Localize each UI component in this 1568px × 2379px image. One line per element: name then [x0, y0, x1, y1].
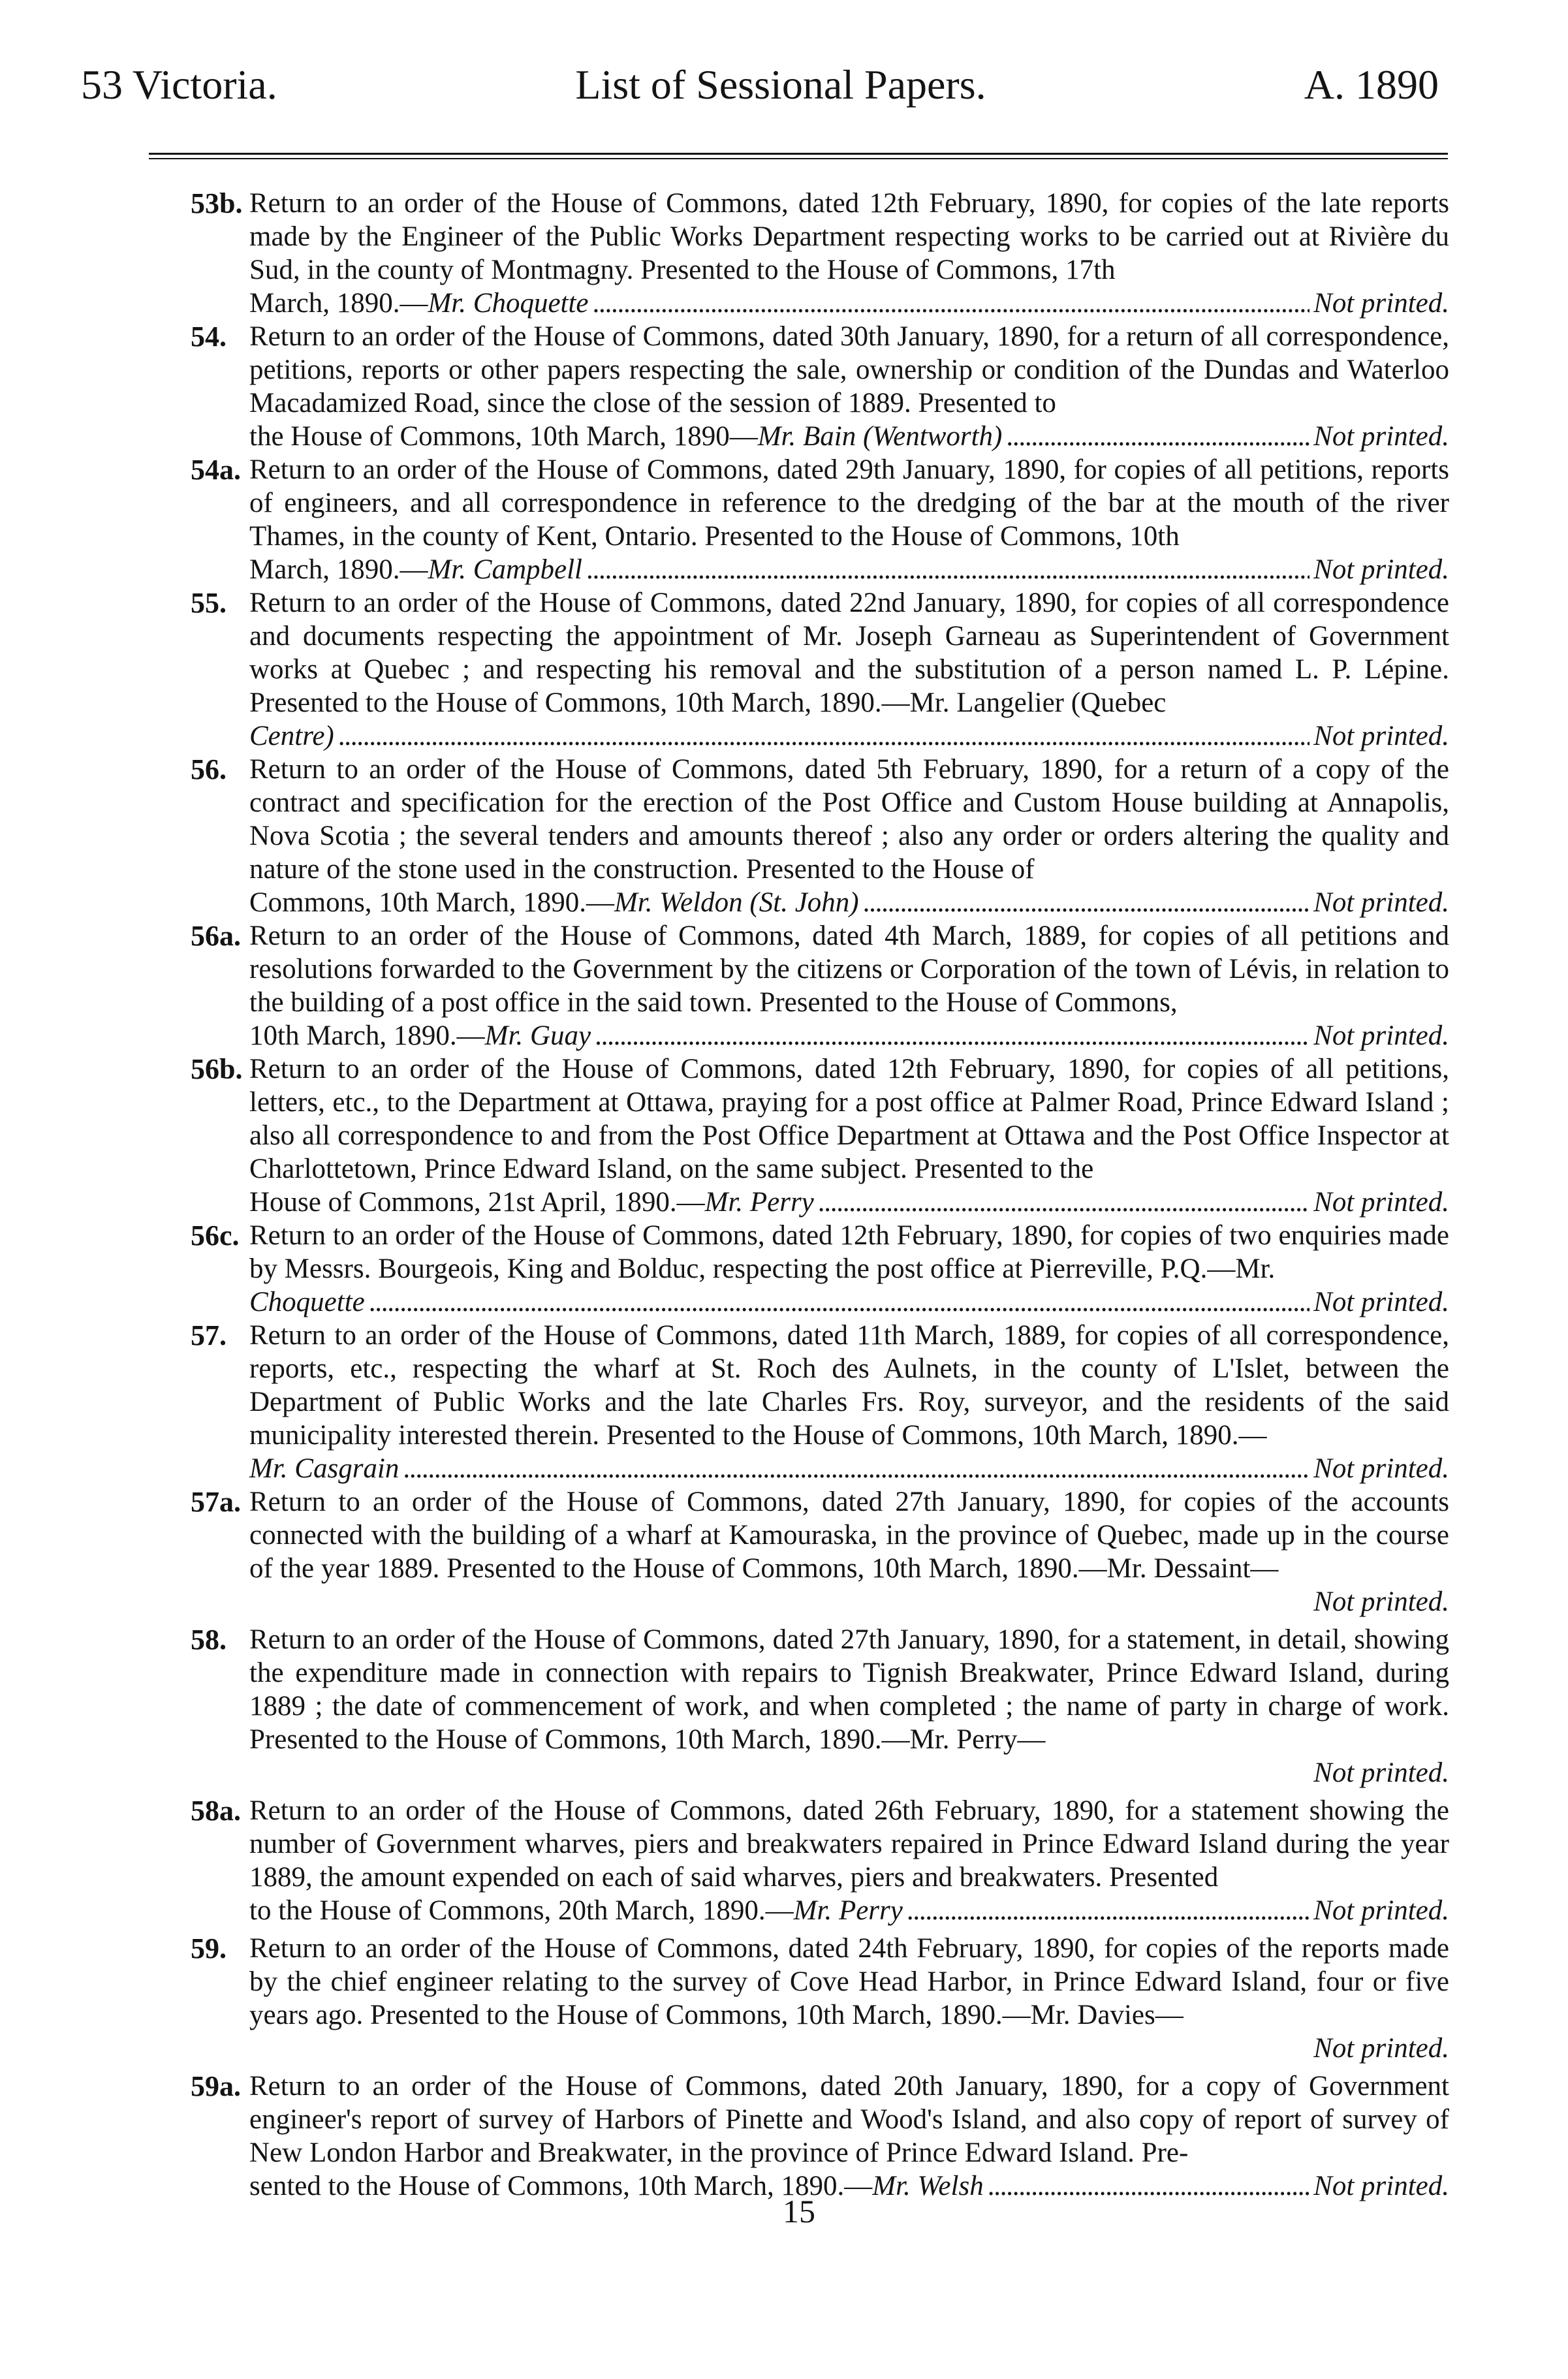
- dot-leaders: [338, 719, 1309, 753]
- entry-final-line: [249, 553, 1449, 586]
- running-header-right: A. 1890: [1304, 61, 1439, 108]
- entry-status: Not printed.: [1313, 2033, 1449, 2064]
- entry-final-line: [249, 1452, 1449, 1485]
- entry-status: Not printed.: [1313, 421, 1449, 452]
- dot-leaders: [988, 2169, 1309, 2203]
- dot-leaders: [403, 1452, 1309, 1485]
- dot-leaders: [593, 287, 1310, 320]
- entry-text: Return to an order of the House of Commons, dated 29th January, 1890, for copies of all petitions, reports of engineers, and all correspondence in reference to the dredging of the bar at the mouth of the river Thames, in the county of Kent, Ontario. Presented to the House of Commons, 10th: [249, 454, 1449, 552]
- entry-presented-date: [249, 1452, 399, 1485]
- entry-presented-text: sented to the House of Commons, 10th March, 1890.—: [249, 2171, 873, 2201]
- entry-text: Return to an order of the House of Commons, dated 20th January, 1890, for a copy of Government engineer's report of survey of Harbors of Pinette and Wood's Island, and also copy of report of survey of New London Harbor and Breakwater, in the province of Prince Edward Island. Pre-: [249, 2071, 1449, 2168]
- paper-entry: [0, 320, 1568, 453]
- entry-final-line: [249, 287, 1449, 320]
- entry-presented-text: March, 1890.—: [249, 288, 428, 319]
- entry-number: 59.: [191, 1932, 227, 1964]
- entry-text: Return to an order of the House of Commons, dated 12th February, 1890, for copies of all petitions, letters, etc., to the Department at Ottawa, praying for a post office at Palmer Road, Prince Edward Island ; also all correspondence to and from the Post Office Department at Ottawa and the Post Office Inspector at Charlottetown, Prince Edward Island, on the same subject. Presented to the: [249, 1054, 1449, 1184]
- entry-number: 57.: [191, 1319, 227, 1351]
- entry-status: Not printed.: [1313, 1020, 1449, 1051]
- entry-status: Not printed.: [1313, 1453, 1449, 1484]
- entry-text: Return to an order of the House of Commons, dated 22nd January, 1890, for copies of all correspondence and documents respecting the appointment of Mr. Joseph Garneau as Superintendent of Government works at Quebec ; and respecting his removal and the substitution of a person named L. P. Lépine. Presented to the House of Commons, 10th March, 1890.—Mr. Langelier (Quebec: [249, 588, 1449, 718]
- entry-mover: Mr. Weldon (St. John): [614, 887, 859, 918]
- entry-number: 56c.: [191, 1220, 240, 1252]
- entry-text: Return to an order of the House of Commons, dated 12th February, 1890, for copies of the late reports made by the Engineer of the Public Works Department respecting works to be carried out at Rivière du Sud, in the county of Montmagny. Presented to the House of Commons, 17th: [249, 188, 1449, 285]
- entry-number: 58a.: [191, 1795, 241, 1827]
- entry-mover: Choquette: [249, 1287, 365, 1317]
- paper-entry: [0, 1623, 1568, 1789]
- entry-presented-date: [249, 287, 589, 320]
- entry-final-line: [249, 719, 1449, 753]
- entry-presented-date: [249, 1894, 903, 1927]
- entry-presented-date: [249, 886, 859, 919]
- entry-status: Not printed.: [1313, 721, 1449, 751]
- entry-presented-date: [249, 1186, 814, 1219]
- paper-entry: [0, 1932, 1568, 2065]
- entry-final-line: [249, 1894, 1449, 1927]
- dot-leaders: [586, 553, 1309, 586]
- page-number: 15: [783, 2193, 815, 2229]
- entry-number: 56a.: [191, 920, 241, 952]
- paper-entry: [0, 187, 1568, 320]
- entry-mover: Mr. Choquette: [428, 288, 589, 319]
- entry-final-line: [249, 2169, 1449, 2203]
- paper-entry: [0, 1219, 1568, 1319]
- dot-leaders: [863, 886, 1310, 919]
- entry-number: 58.: [191, 1624, 227, 1656]
- entry-number: 55.: [191, 587, 227, 619]
- entry-text: Return to an order of the House of Commons, dated 26th February, 1890, for a statement showing the number of Government wharves, piers and breakwaters repaired in Prince Edward Island during the year 1889, the amount expended on each of said wharves, piers and breakwaters. Presented: [249, 1795, 1449, 1893]
- entry-number: 53b.: [191, 187, 243, 219]
- entry-status: Not printed.: [1313, 1757, 1449, 1788]
- header-rule-bottom: [149, 158, 1448, 159]
- entry-presented-date: [249, 2169, 984, 2203]
- entry-status: Not printed.: [1313, 1187, 1449, 1218]
- entry-mover: Mr. Guay: [484, 1020, 591, 1051]
- entry-mover: Mr. Bain (Wentworth): [757, 421, 1003, 452]
- entry-final-line: [249, 1019, 1449, 1052]
- entry-status: Not printed.: [1313, 887, 1449, 918]
- paper-entry: [0, 453, 1568, 586]
- entry-final-line: [249, 420, 1449, 453]
- paper-entry: [0, 919, 1568, 1052]
- paper-entry: [0, 1319, 1568, 1485]
- header-rule-top: [149, 153, 1448, 155]
- paper-entry: [0, 1794, 1568, 1927]
- entry-presented-text: March, 1890.—: [249, 554, 428, 585]
- entry-text: Return to an order of the House of Commons, dated 30th January, 1890, for a return of all correspondence, petitions, reports or other papers respecting the sale, ownership or condition of the Dundas and Waterloo Macadamized Road, since the close of the session of 1889. Presented to: [249, 321, 1449, 418]
- entry-status: Not printed.: [1313, 1895, 1449, 1926]
- entry-text: Return to an order of the House of Commons, dated 11th March, 1889, for copies of all correspondence, reports, etc., respecting the wharf at St. Roch des Aulnets, in the county of L'Islet, between the Department of Public Works and the late Charles Frs. Roy, surveyor, and the residents of the said municipality interested therein. Presented to the House of Commons, 10th March, 1890.—: [249, 1320, 1449, 1451]
- dot-leaders: [1006, 420, 1309, 453]
- entry-text: Return to an order of the House of Commons, dated 27th January, 1890, for copies of the accounts connected with the building of a wharf at Kamouraska, in the province of Quebec, made up in the course of the year 1889. Presented to the House of Commons, 10th March, 1890.—Mr. Dessaint—: [249, 1487, 1449, 1584]
- entry-presented-text: 10th March, 1890.—: [249, 1020, 485, 1051]
- entry-text: Return to an order of the House of Commons, dated 12th February, 1890, for copies of two enquiries made by Messrs. Bourgeois, King and Bolduc, respecting the post office at Pierreville, P.Q.—Mr.: [249, 1220, 1449, 1284]
- entry-final-line: [249, 886, 1449, 919]
- paper-entry: [0, 1485, 1568, 1618]
- entry-status: Not printed.: [1313, 1287, 1449, 1317]
- entry-number: 56.: [191, 753, 227, 785]
- entry-status: Not printed.: [1313, 288, 1449, 319]
- entry-number: 54.: [191, 321, 227, 353]
- entry-number: 57a.: [191, 1486, 241, 1518]
- paper-entry: [0, 1052, 1568, 1219]
- entry-presented-text: Commons, 10th March, 1890.—: [249, 887, 614, 918]
- entry-status: Not printed.: [1313, 554, 1449, 585]
- entry-text: Return to an order of the House of Commons, dated 4th March, 1889, for copies of all petitions and resolutions forwarded to the Government by the citizens or Corporation of the town of Lévis, in relation to the building of a post office in the said town. Presented to the House of Commons,: [249, 921, 1449, 1018]
- running-header-title: List of Sessional Papers.: [575, 61, 986, 108]
- entry-mover: Mr. Perry: [704, 1187, 814, 1218]
- entry-presented-date: [249, 719, 334, 753]
- entry-number: 54a.: [191, 454, 241, 486]
- entry-presented-text: the House of Commons, 10th March, 1890—: [249, 421, 758, 452]
- entry-presented-text: to the House of Commons, 20th March, 1890.—: [249, 1895, 794, 1926]
- entry-status: Not printed.: [1313, 2171, 1449, 2201]
- entry-presented-text: House of Commons, 21st April, 1890.—: [249, 1187, 705, 1218]
- sessional-papers-list: [0, 187, 1568, 2203]
- paper-entry: [0, 586, 1568, 753]
- entry-final-line: [249, 1285, 1449, 1319]
- running-header-left: 53 Victoria.: [81, 61, 277, 108]
- paper-entry: [0, 2070, 1568, 2203]
- entry-final-line: [249, 1186, 1449, 1219]
- dot-leaders: [369, 1285, 1309, 1319]
- entry-mover: Centre): [249, 721, 334, 751]
- dot-leaders: [907, 1894, 1309, 1927]
- entry-number: 56b.: [191, 1053, 243, 1085]
- dot-leaders: [818, 1186, 1309, 1219]
- entry-mover: Mr. Welsh: [872, 2171, 984, 2201]
- entry-presented-date: [249, 1285, 365, 1319]
- entry-presented-date: [249, 420, 1002, 453]
- entry-mover: Mr. Campbell: [428, 554, 582, 585]
- entry-mover: Mr. Perry: [793, 1895, 903, 1926]
- entry-mover: Mr. Casgrain: [249, 1453, 400, 1484]
- entry-number: 59a.: [191, 2070, 241, 2102]
- entry-text: Return to an order of the House of Commons, dated 24th February, 1890, for copies of the reports made by the chief engineer relating to the survey of Cove Head Harbor, in Prince Edward Island, four or five years ago. Presented to the House of Commons, 10th March, 1890.—Mr. Davies—: [249, 1933, 1449, 2030]
- entry-status: Not printed.: [1313, 1586, 1449, 1617]
- entry-presented-date: [249, 553, 582, 586]
- entry-text: Return to an order of the House of Commons, dated 27th January, 1890, for a statement, in detail, showing the expenditure made in connection with repairs to Tignish Breakwater, Prince Edward Island, during 1889 ; the date of commencement of work, and when completed ; the name of party in charge of work. Presented to the House of Commons, 10th March, 1890.—Mr. Perry—: [249, 1624, 1449, 1755]
- entry-presented-date: [249, 1019, 591, 1052]
- paper-entry: [0, 753, 1568, 919]
- dot-leaders: [595, 1019, 1309, 1052]
- entry-text: Return to an order of the House of Commons, dated 5th February, 1890, for a return of a copy of the contract and specification for the erection of the Post Office and Custom House building at Annapolis, Nova Scotia ; the several tenders and amounts thereof ; also any order or orders altering the quality and nature of the stone used in the construction. Presented to the House of: [249, 754, 1449, 885]
